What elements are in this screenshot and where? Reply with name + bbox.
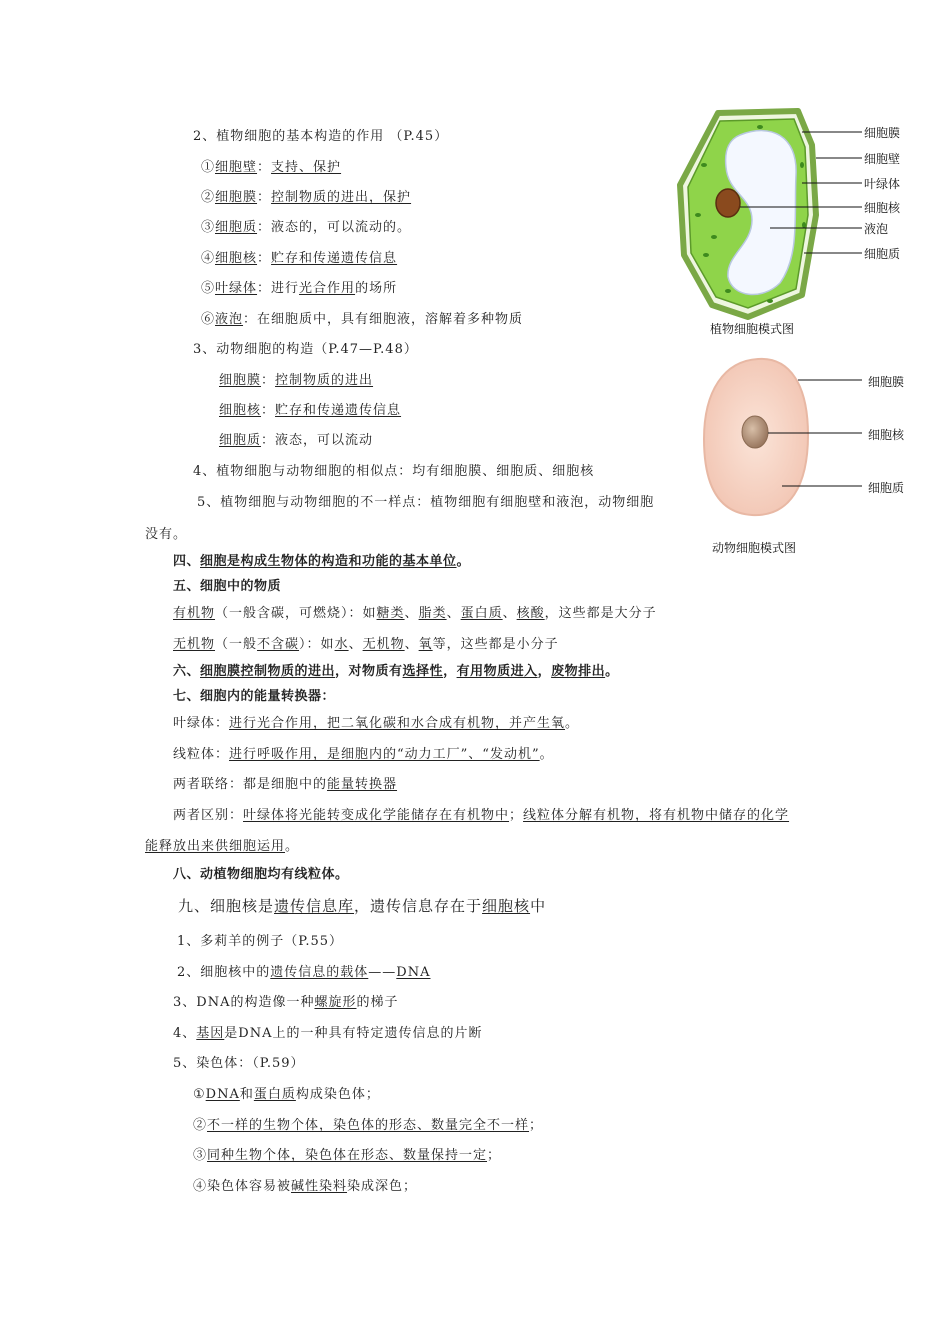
- plant-label-membrane: 细胞膜: [864, 126, 901, 140]
- section-8: 八、动植物细胞均有线粒体。: [173, 867, 349, 882]
- plant-item-5: ⑤叶绿体：进行光合作用的场所: [201, 281, 398, 296]
- plant-section-heading: 2、植物细胞的基本构造的作用 （P.45）: [193, 129, 449, 144]
- difference-organelle-line: 两者区别：叶绿体将光能转变成化学能储存在有机物中；线粒体分解有机物，将有机物中储存的化学: [173, 808, 790, 823]
- chromosome-item-4: ④染色体容易被碱性染料染成深色；: [193, 1179, 418, 1194]
- relation-line: 两者联络：都是细胞中的能量转换器: [173, 777, 398, 792]
- section-9-title: 九、细胞核是遗传信息库，遗传信息存在于细胞核中: [178, 897, 547, 915]
- plant-item-4: ④细胞核：贮存和传递遗传信息: [201, 251, 398, 266]
- section-4: 四、细胞是构成生物体的构造和功能的基本单位。: [173, 554, 471, 569]
- plant-figure-caption: 植物细胞模式图: [710, 322, 795, 336]
- difference-organelle-line-2: 能释放出来供细胞运用。: [145, 839, 300, 854]
- animal-figure-caption: 动物细胞模式图: [712, 541, 797, 555]
- mitochondria-line: 线粒体：进行呼吸作用，是细胞内的“动力工厂”、“发动机”。: [173, 747, 554, 762]
- chloroplast-line: 叶绿体：进行光合作用，把二氧化碳和水合成有机物，并产生氧。: [173, 716, 580, 731]
- animal-cell-diagram: [690, 355, 950, 525]
- animal-label-membrane: 细胞膜: [868, 375, 905, 389]
- nucleus-item-2: 2、细胞核中的遗传信息的载体——DNA: [177, 965, 431, 980]
- nucleus-item-1: 1、多莉羊的例子（P.55）: [177, 934, 344, 949]
- inorganic-line: 无机物（一般不含碳）：如水、无机物、氧等，这些都是小分子: [173, 637, 559, 652]
- plant-label-vacuole: 液泡: [864, 222, 889, 236]
- nucleus-item-4: 4、基因是DNA上的一种具有特定遗传信息的片断: [173, 1026, 483, 1041]
- animal-label-nucleus: 细胞核: [868, 428, 905, 442]
- section-6: 六、细胞膜控制物质的进出，对物质有选择性，有用物质进入，废物排出。: [173, 664, 619, 679]
- organic-line: 有机物（一般含碳，可燃烧）：如糖类、脂类、蛋白质、核酸，这些都是大分子: [173, 606, 657, 621]
- animal-label-cytoplasm: 细胞质: [868, 481, 905, 495]
- chromosome-item-2: ②不一样的生物个体，染色体的形态、数量完全不一样；: [193, 1118, 544, 1133]
- plant-item-3: ③细胞质：液态的，可以流动的。: [201, 220, 412, 235]
- difference-line-2: 没有。: [145, 527, 188, 542]
- plant-label-chloroplast: 叶绿体: [864, 177, 901, 191]
- difference-line-1: 5、植物细胞与动物细胞的不一样点：植物细胞有细胞壁和液泡，动物细胞: [197, 495, 655, 510]
- plant-item-2: ②细胞膜：控制物质的进出，保护: [201, 190, 412, 205]
- animal-section-heading: 3、动物细胞的构造（P.47—P.48）: [193, 342, 418, 357]
- nucleus-item-3: 3、DNA的构造像一种螺旋形的梯子: [173, 995, 399, 1010]
- similarity-line: 4、植物细胞与动物细胞的相似点：均有细胞膜、细胞质、细胞核: [193, 464, 595, 479]
- plant-nucleus: [716, 189, 740, 217]
- plant-item-6: ⑥液泡：在细胞质中，具有细胞液，溶解着多种物质: [201, 312, 524, 327]
- plant-label-cytoplasm: 细胞质: [864, 247, 901, 261]
- nucleus-item-5: 5、染色体：（P.59）: [173, 1056, 305, 1071]
- plant-label-wall: 细胞壁: [864, 152, 901, 166]
- animal-item-1: 细胞膜：控制物质的进出: [219, 373, 374, 388]
- animal-item-3: 细胞质：液态，可以流动: [219, 433, 374, 448]
- animal-item-2: 细胞核：贮存和传递遗传信息: [219, 403, 402, 418]
- chromosome-item-3: ③同种生物个体，染色体在形态、数量保持一定；: [193, 1148, 502, 1163]
- section-5-title: 五、细胞中的物质: [173, 579, 282, 594]
- chromosome-item-1: ①DNA和蛋白质构成染色体；: [193, 1087, 380, 1102]
- plant-item-1: ①细胞壁：支持、保护: [201, 160, 342, 175]
- plant-label-nucleus: 细胞核: [864, 201, 901, 215]
- section-7-title: 七、细胞内的能量转换器：: [173, 689, 336, 704]
- animal-nucleus: [742, 416, 768, 448]
